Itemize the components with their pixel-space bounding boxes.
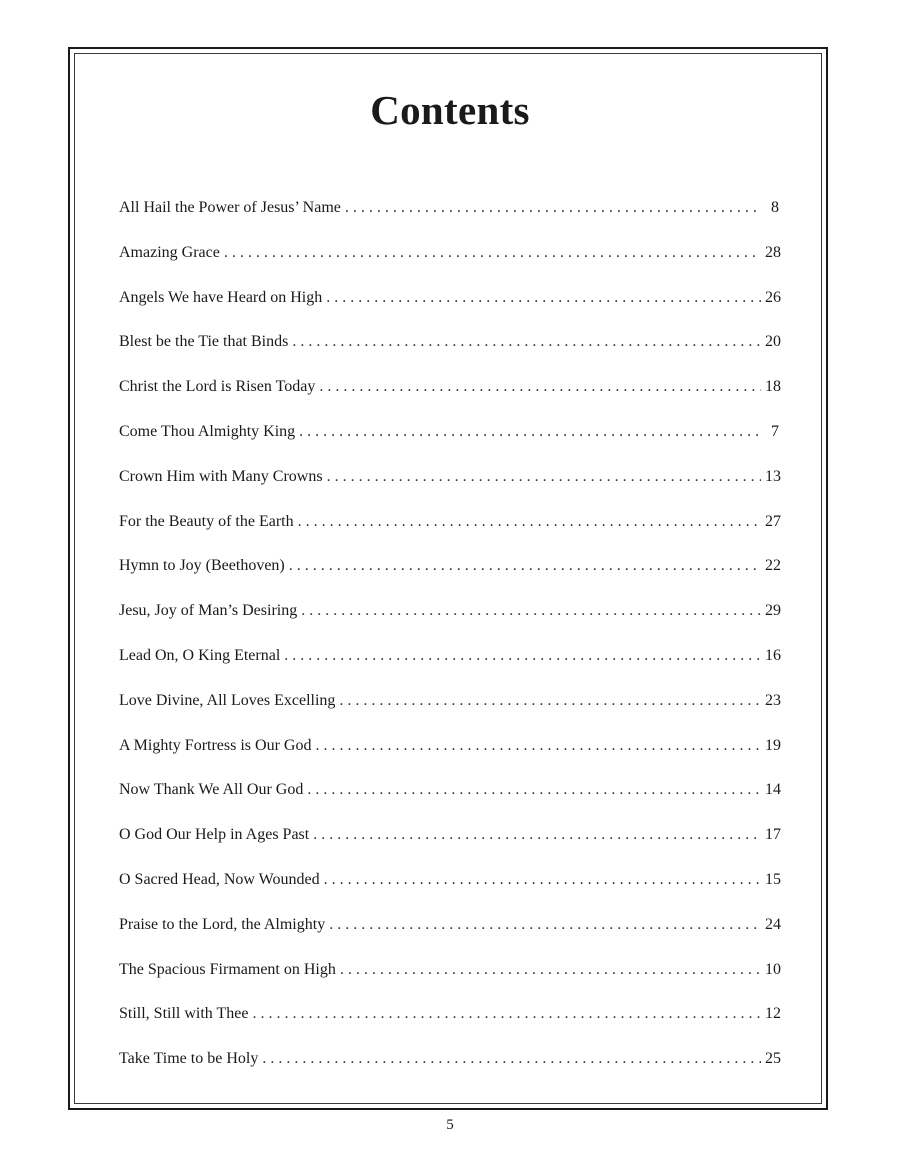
dot-leader — [340, 958, 761, 982]
toc-entry-title: Now Thank We All Our God — [119, 781, 304, 799]
toc-entry-title: All Hail the Power of Jesus’ Name — [119, 199, 341, 216]
dot-leader — [327, 465, 761, 489]
toc-entry-title: Jesu, Joy of Man’s Desiring — [119, 602, 298, 620]
toc-entry — [119, 644, 779, 689]
toc-entry — [119, 1002, 779, 1047]
dot-leader — [339, 689, 761, 713]
toc-entry-page: 29 — [765, 602, 781, 620]
toc-entry — [119, 330, 779, 375]
table-of-contents — [119, 196, 779, 1092]
toc-entry-page: 15 — [765, 870, 781, 888]
dot-leader — [292, 330, 761, 354]
toc-entry — [119, 420, 779, 465]
toc-entry-title: Love Divine, All Loves Excelling — [119, 691, 336, 709]
toc-entry-title: O Sacred Head, Now Wounded — [119, 870, 320, 888]
dot-leader — [289, 554, 761, 578]
toc-entry-title: Still, Still with Thee — [119, 1005, 249, 1023]
toc-entry-page: 17 — [765, 826, 781, 844]
toc-entry — [119, 554, 779, 599]
page-number: 5 — [446, 1117, 454, 1133]
toc-entry — [119, 823, 779, 868]
toc-entry-title: Blest be the Tie that Binds — [119, 333, 289, 351]
toc-entry-title: A Mighty Fortress is Our God — [119, 736, 312, 754]
toc-entry-page: 22 — [765, 557, 781, 575]
toc-entry-title: Crown Him with Many Crowns — [119, 467, 323, 485]
toc-entry-page: 18 — [765, 378, 781, 396]
toc-entry-page: 8 — [771, 199, 779, 216]
toc-entry — [119, 599, 779, 644]
toc-entry — [119, 241, 779, 286]
toc-entry — [119, 868, 779, 913]
toc-entry-title: Lead On, O King Eternal — [119, 646, 281, 664]
toc-entry-title: Take Time to be Holy — [119, 1050, 259, 1068]
toc-entry-title: For the Beauty of the Earth — [119, 512, 294, 530]
dot-leader — [301, 599, 761, 623]
dot-leader — [307, 778, 761, 802]
dot-leader — [326, 286, 761, 310]
toc-entry-page: 19 — [765, 736, 781, 754]
toc-entry-page: 13 — [765, 467, 781, 485]
dot-leader — [298, 510, 761, 534]
dot-leader — [329, 913, 761, 937]
dot-leader — [262, 1047, 761, 1071]
dot-leader — [324, 868, 761, 892]
toc-entry-title: Amazing Grace — [119, 243, 220, 261]
toc-entry — [119, 958, 779, 1003]
toc-entry-page: 24 — [765, 915, 781, 933]
toc-entry-title: Come Thou Almighty King — [119, 422, 296, 440]
toc-entry-page: 20 — [765, 333, 781, 351]
dot-leader — [315, 734, 761, 758]
toc-entry-page: 23 — [765, 691, 781, 709]
toc-entry-page: 16 — [765, 646, 781, 664]
toc-entry — [119, 465, 779, 510]
dot-leader — [284, 644, 761, 668]
toc-entry-title: Praise to the Lord, the Almighty — [119, 915, 326, 933]
toc-entry-page: 10 — [765, 960, 781, 978]
dot-leader — [319, 375, 761, 399]
toc-entry-page: 25 — [765, 1050, 781, 1068]
toc-entry — [119, 1047, 779, 1092]
toc-entry — [119, 286, 779, 331]
toc-entry — [119, 510, 779, 555]
dot-leader — [345, 196, 761, 220]
toc-entry-title: Hymn to Joy (Beethoven) — [119, 557, 285, 575]
toc-entry-title: O God Our Help in Ages Past — [119, 826, 310, 844]
toc-entry-page: 7 — [771, 422, 779, 440]
page-title: Contents — [370, 87, 530, 133]
dot-leader — [313, 823, 761, 847]
toc-entry-page: 14 — [765, 781, 781, 799]
toc-entry-page: 27 — [765, 512, 781, 530]
toc-entry-title: Christ the Lord is Risen Today — [119, 378, 316, 396]
dot-leader — [224, 241, 761, 265]
toc-entry — [119, 778, 779, 823]
toc-entry-page: 12 — [765, 1005, 781, 1023]
toc-entry-title: The Spacious Firmament on High — [119, 960, 336, 978]
toc-entry — [119, 375, 779, 420]
toc-entry-page: 28 — [765, 243, 781, 261]
toc-entry-title: Angels We have Heard on High — [119, 288, 323, 306]
dot-leader — [253, 1002, 762, 1026]
toc-entry — [119, 689, 779, 734]
dot-leader — [299, 420, 761, 444]
toc-entry — [119, 913, 779, 958]
toc-entry — [119, 196, 779, 241]
toc-entry-page: 26 — [765, 288, 781, 306]
toc-entry — [119, 734, 779, 779]
